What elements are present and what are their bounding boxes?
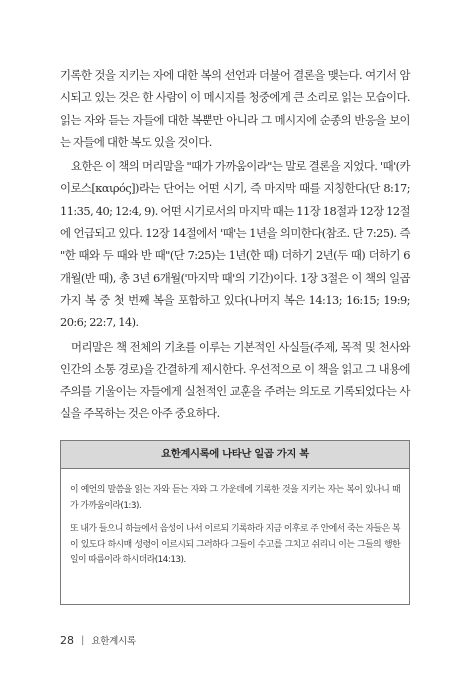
body-text <box>60 64 410 427</box>
blessings-box <box>60 440 410 605</box>
page-footer <box>60 633 136 647</box>
blessings-box-body <box>61 469 409 569</box>
paragraph-1: 기록한 것을 지키는 자에 대한 복의 선언과 더불어 결론을 맺는다. 여기서 암시되고 있는 것은 한 사람이 이 메시지를 청중에게 큰 소리로 읽는 모습이다. 읽는 자와 듣는 자들에 대한 복뿐만 아니라 그 메시지에 순종의 반응을 보이는 자들에 대한 복도 있을 것이다. <box>60 68 410 149</box>
footer-separator: | <box>81 634 85 646</box>
blessing-item-1: 이 예언의 말씀을 읽는 자와 듣는 자와 그 가운데에 기록한 것을 지키는 자는 복이 있나니 때가 가까움이라(1:3). <box>70 485 400 511</box>
paragraph-2: 요한은 이 책의 머리말을 "때가 가까움이라"는 말로 결론을 지었다. '때'(카이로스[καιρός])라는 단어는 어떤 시기, 즉 마지막 때를 지칭한다(단 8:17; 11:35, 40; 12:4, 9). 어떤 시기로서의 마지막 때는 11장 18절과 12장 12절에 언급되고 있다. 12장 14절에서 '때'는 1년을 의미한다(참조. 단 7:25). 즉 "한 때와 두 때와 반 때"(단 7:25)는 1년(한 때) 더하기 2년(두 때) 더하기 6개월(반 때), 총 3년 6개월('마지막 때'의 기간)이다. 1장 3절은 이 책의 일곱 가지 복 중 첫 번째 복을 포함하고 있다(나머지 복은 14:13; 16:15; 19:9; 20:6; 22:7, 14). <box>60 159 410 330</box>
paragraph-3: 머리말은 책 전체의 기초를 이루는 기본적인 사실들(주제, 목적 및 천사와 인간의 소통 경로)을 간결하게 제시한다. 우선적으로 이 책을 읽고 그 내용에 주의를 기울이는 자들에게 실천적인 교훈을 주려는 의도로 기록되었다는 사실을 주목하는 것은 아주 중요하다. <box>60 339 410 421</box>
page-number: 28 <box>60 633 74 647</box>
blessing-item-2: 또 내가 들으니 하늘에서 음성이 나서 이르되 기록하라 지금 이후로 주 안에서 죽는 자들은 복이 있도다 하시매 성령이 이르시되 그러하다 그들이 수고를 그치고 쉬리니 이는 그들의 행한 일이 따름이라 하시더라(14:13). <box>70 524 400 566</box>
blessings-box-title: 요한계시록에 나타난 일곱 가지 복 <box>61 441 409 469</box>
book-title: 요한계시록 <box>91 636 136 647</box>
